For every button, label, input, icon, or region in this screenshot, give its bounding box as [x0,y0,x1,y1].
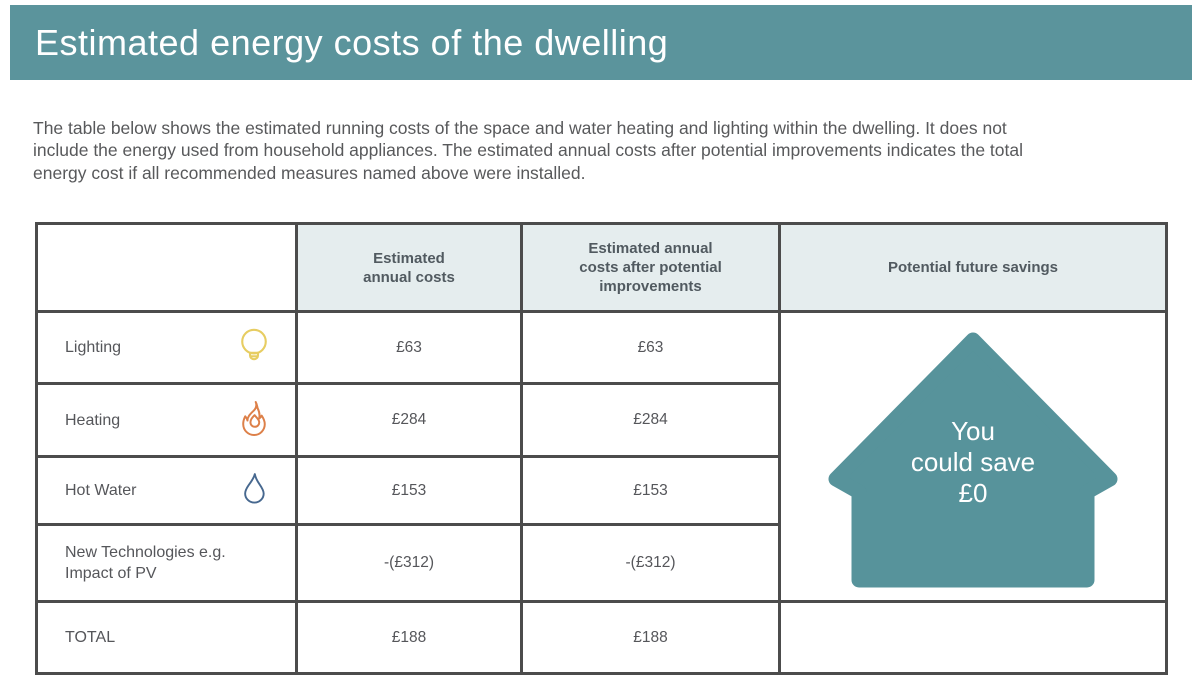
savings-total-empty-cell [780,602,1167,674]
heating-label-cell [37,384,297,457]
new-technologies-after-cost: -(£312) [522,525,780,602]
row-label-heating: Heating [65,411,121,429]
row-label-total: TOTAL [65,629,116,646]
lighting-annual-cost: £63 [297,312,522,384]
header-spacer-cell [37,224,297,312]
heating-after-cost: £284 [522,384,780,457]
heating-annual-cost: £284 [297,384,522,457]
col-header-potential-future-savings: Potential future savings [780,224,1167,312]
new-technologies-label-cell [37,525,297,602]
table-row-total [37,602,1167,674]
savings-house-graphic [823,330,1123,596]
lightbulb-icon [235,324,273,372]
savings-message: You could save £0 [910,416,1036,508]
new-technologies-annual-cost: -(£312) [297,525,522,602]
hot-water-after-cost: £153 [522,457,780,525]
col-header-costs-after-improvements: Estimated annual costs after potential improvements [522,224,780,312]
hot-water-annual-cost: £153 [297,457,522,525]
intro-paragraph: The table below shows the estimated running costs of the space and water heating and lighting within the dwelling. It does not include the energy used from household appliances. The estimated annual costs after potential improvements indicates the total energy cost if all recommended measures named above were installed. [33,118,1023,183]
col-header-estimated-annual-costs: Estimated annual costs [297,224,522,312]
total-annual-cost: £188 [297,602,522,674]
section-header-banner [10,5,1192,80]
potential-savings-cell [780,312,1167,602]
lighting-after-cost: £63 [522,312,780,384]
page-title: Estimated energy costs of the dwelling [35,21,669,63]
table-header-row [37,224,1167,312]
table-row-lighting [37,312,1167,384]
hot-water-label-cell [37,457,297,525]
row-label-hot-water: Hot Water [65,482,137,499]
row-label-lighting: Lighting [65,339,122,356]
row-label-new-technologies: New Technologies e.g. Impact of PV [65,544,226,582]
energy-costs-table [35,222,1168,675]
total-label-cell [37,602,297,674]
lighting-label-cell [37,312,297,384]
total-after-cost: £188 [522,602,780,674]
droplet-icon [235,467,273,515]
flame-icon [235,396,273,444]
